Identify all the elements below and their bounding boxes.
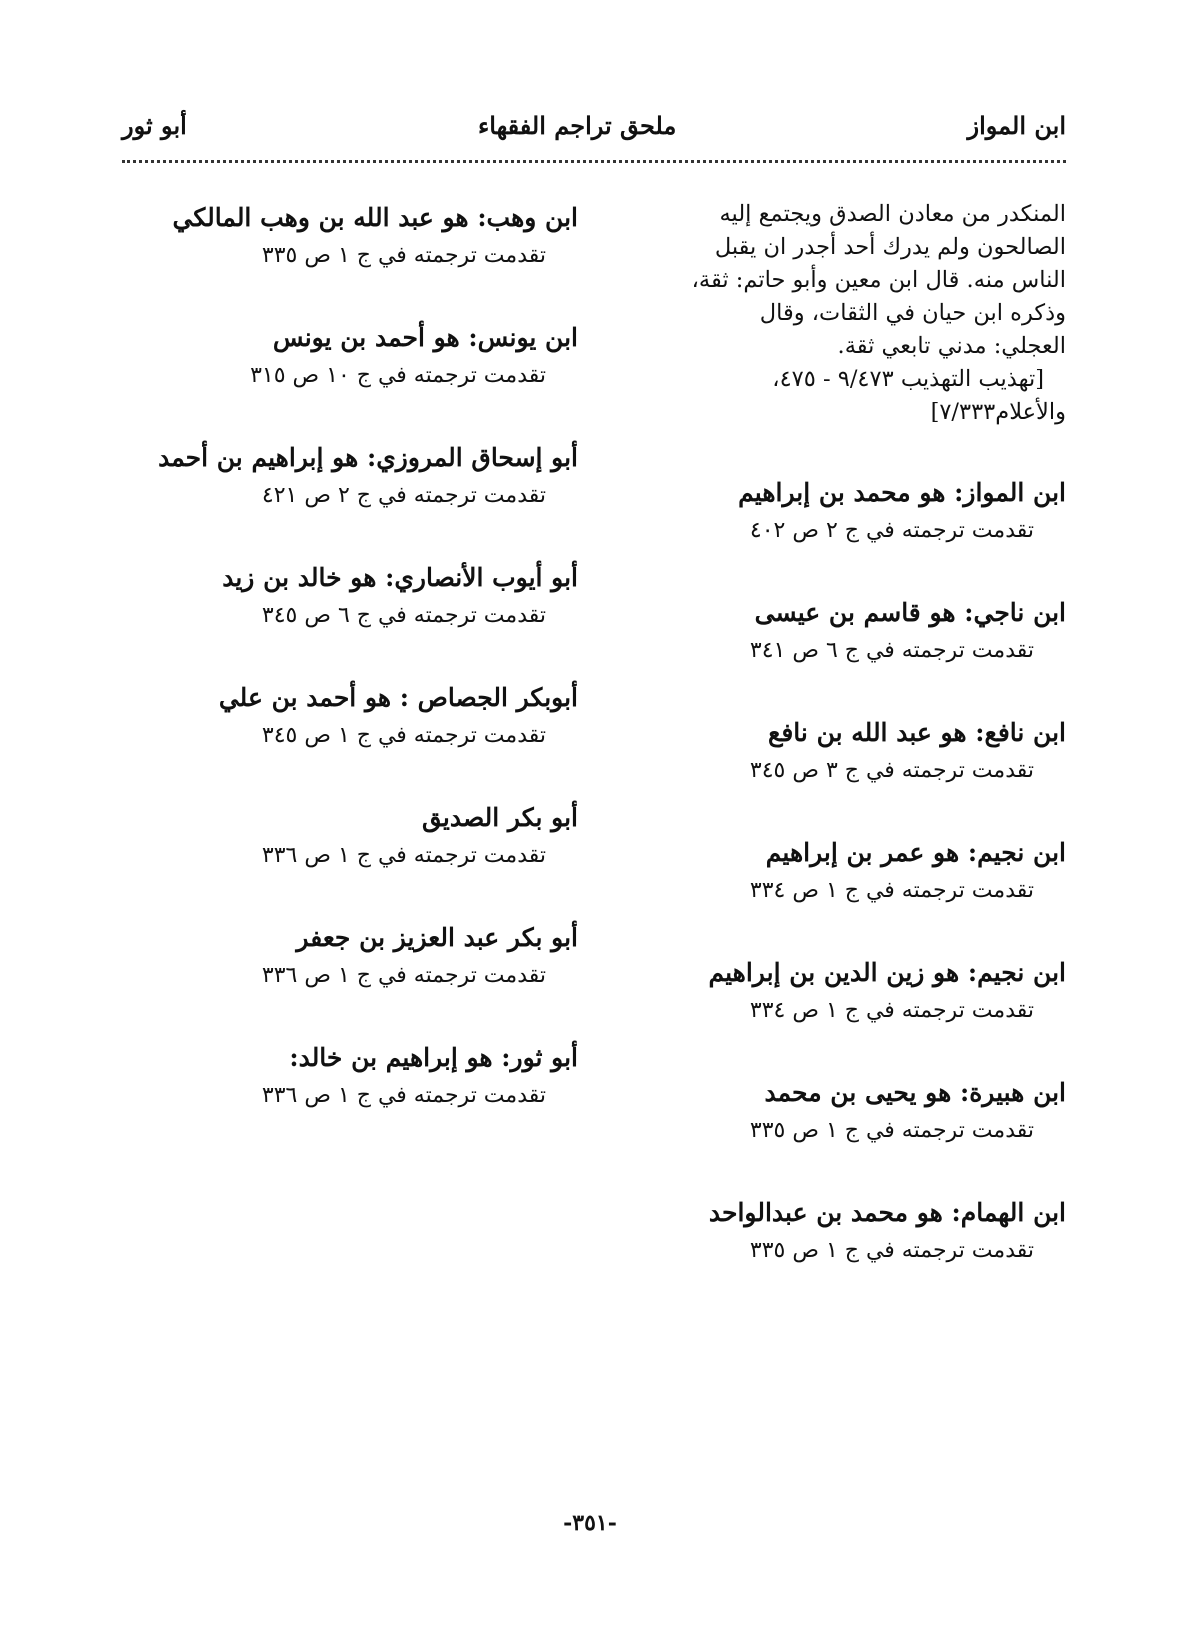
entry — [128, 558, 578, 634]
entry — [628, 713, 1066, 789]
paragraph-line: الصالحون ولم يدرك أحد أجدر ان يقبل — [714, 234, 1066, 260]
entry-heading: ابن الهمام: هو محمد بن عبدالواحد — [708, 1198, 1066, 1227]
continued-paragraph — [628, 198, 1066, 429]
entry-reference: تقدمت ترجمته في ج ١ ص ٣٣٥ — [749, 1118, 1034, 1143]
entry-heading: أبو إسحاق المروزي: هو إبراهيم بن أحمد — [158, 443, 578, 472]
entry — [628, 473, 1066, 549]
entry-heading: ابن المواز: هو محمد بن إبراهيم — [738, 478, 1066, 507]
entry-reference: تقدمت ترجمته في ج ١ ص ٣٣٤ — [749, 878, 1034, 903]
entry-reference: تقدمت ترجمته في ج ٢ ص ٤٠٢ — [749, 518, 1034, 543]
entry-reference: تقدمت ترجمته في ج ١ ص ٣٣٤ — [749, 998, 1034, 1023]
paragraph-line: [تهذيب التهذيب ٩/٤٧٣ - ٤٧٥، — [772, 366, 1044, 392]
entry-heading: أبو أيوب الأنصاري: هو خالد بن زيد — [222, 563, 578, 592]
entry-heading: ابن ناجي: هو قاسم بن عيسى — [754, 598, 1066, 627]
left-column — [128, 198, 578, 1158]
page-number: -٣٥١- — [563, 1510, 617, 1536]
entry-reference: تقدمت ترجمته في ج ٦ ص ٣٤١ — [749, 638, 1034, 663]
entry — [128, 918, 578, 994]
entry-heading: ابن يونس: هو أحمد بن يونس — [272, 323, 578, 352]
entry — [128, 1038, 578, 1114]
entry — [128, 678, 578, 754]
entry-reference: تقدمت ترجمته في ج ١ ص ٣٣٥ — [749, 1238, 1034, 1263]
entry — [628, 953, 1066, 1029]
entry-heading: ابن نجيم: هو زين الدين بن إبراهيم — [708, 958, 1066, 987]
header-dotted-rule — [122, 160, 1066, 163]
paragraph-line: وذكره ابن حيان في الثقات، وقال — [759, 300, 1066, 326]
entry — [628, 1073, 1066, 1149]
entry-heading: ابن نافع: هو عبد الله بن نافع — [768, 718, 1066, 747]
paragraph-line: العجلي: مدني تابعي ثقة. — [837, 333, 1066, 359]
paragraph-line: الناس منه. قال ابن معين وأبو حاتم: ثقة، — [691, 267, 1066, 293]
entry — [628, 1193, 1066, 1269]
entry-reference: تقدمت ترجمته في ج ٣ ص ٣٤٥ — [749, 758, 1034, 783]
entry-reference: تقدمت ترجمته في ج ٦ ص ٣٤٥ — [261, 603, 546, 628]
entry-reference: تقدمت ترجمته في ج ١٠ ص ٣١٥ — [250, 363, 546, 388]
entry-heading: ابن نجيم: هو عمر بن إبراهيم — [765, 838, 1066, 867]
entry-heading: ابن هبيرة: هو يحيى بن محمد — [764, 1078, 1066, 1107]
entry — [128, 198, 578, 274]
entry-reference: تقدمت ترجمته في ج ١ ص ٣٣٥ — [261, 243, 546, 268]
entry — [128, 318, 578, 394]
running-header — [122, 100, 1066, 150]
paragraph-line: المنكدر من معادن الصدق ويجتمع إليه — [719, 201, 1066, 227]
entry — [128, 438, 578, 514]
right-column — [628, 198, 1066, 1313]
entry-reference: تقدمت ترجمته في ج ١ ص ٣٤٥ — [261, 723, 546, 748]
entry — [628, 593, 1066, 669]
paragraph-line: والأعلام٧/٣٣٣] — [930, 399, 1066, 425]
entry-reference: تقدمت ترجمته في ج ١ ص ٣٣٦ — [261, 843, 546, 868]
entry-heading: أبو ثور: هو إبراهيم بن خالد: — [289, 1043, 578, 1072]
entry-heading: أبوبكر الجصاص : هو أحمد بن علي — [218, 683, 578, 712]
entry-heading: ابن وهب: هو عبد الله بن وهب المالكي — [172, 203, 578, 232]
header-center-title: ملحق تراجم الفقهاء — [477, 110, 677, 140]
entry-reference: تقدمت ترجمته في ج ١ ص ٣٣٦ — [261, 963, 546, 988]
header-left-title: أبو ثور — [122, 110, 187, 140]
entry-heading: أبو بكر عبد العزيز بن جعفر — [296, 923, 578, 952]
entry-heading: أبو بكر الصديق — [422, 803, 578, 832]
entry-reference: تقدمت ترجمته في ج ٢ ص ٤٢١ — [261, 483, 546, 508]
entry — [628, 833, 1066, 909]
entry — [128, 798, 578, 874]
entry-reference: تقدمت ترجمته في ج ١ ص ٣٣٦ — [261, 1083, 546, 1108]
header-right-title: ابن المواز — [967, 110, 1066, 140]
